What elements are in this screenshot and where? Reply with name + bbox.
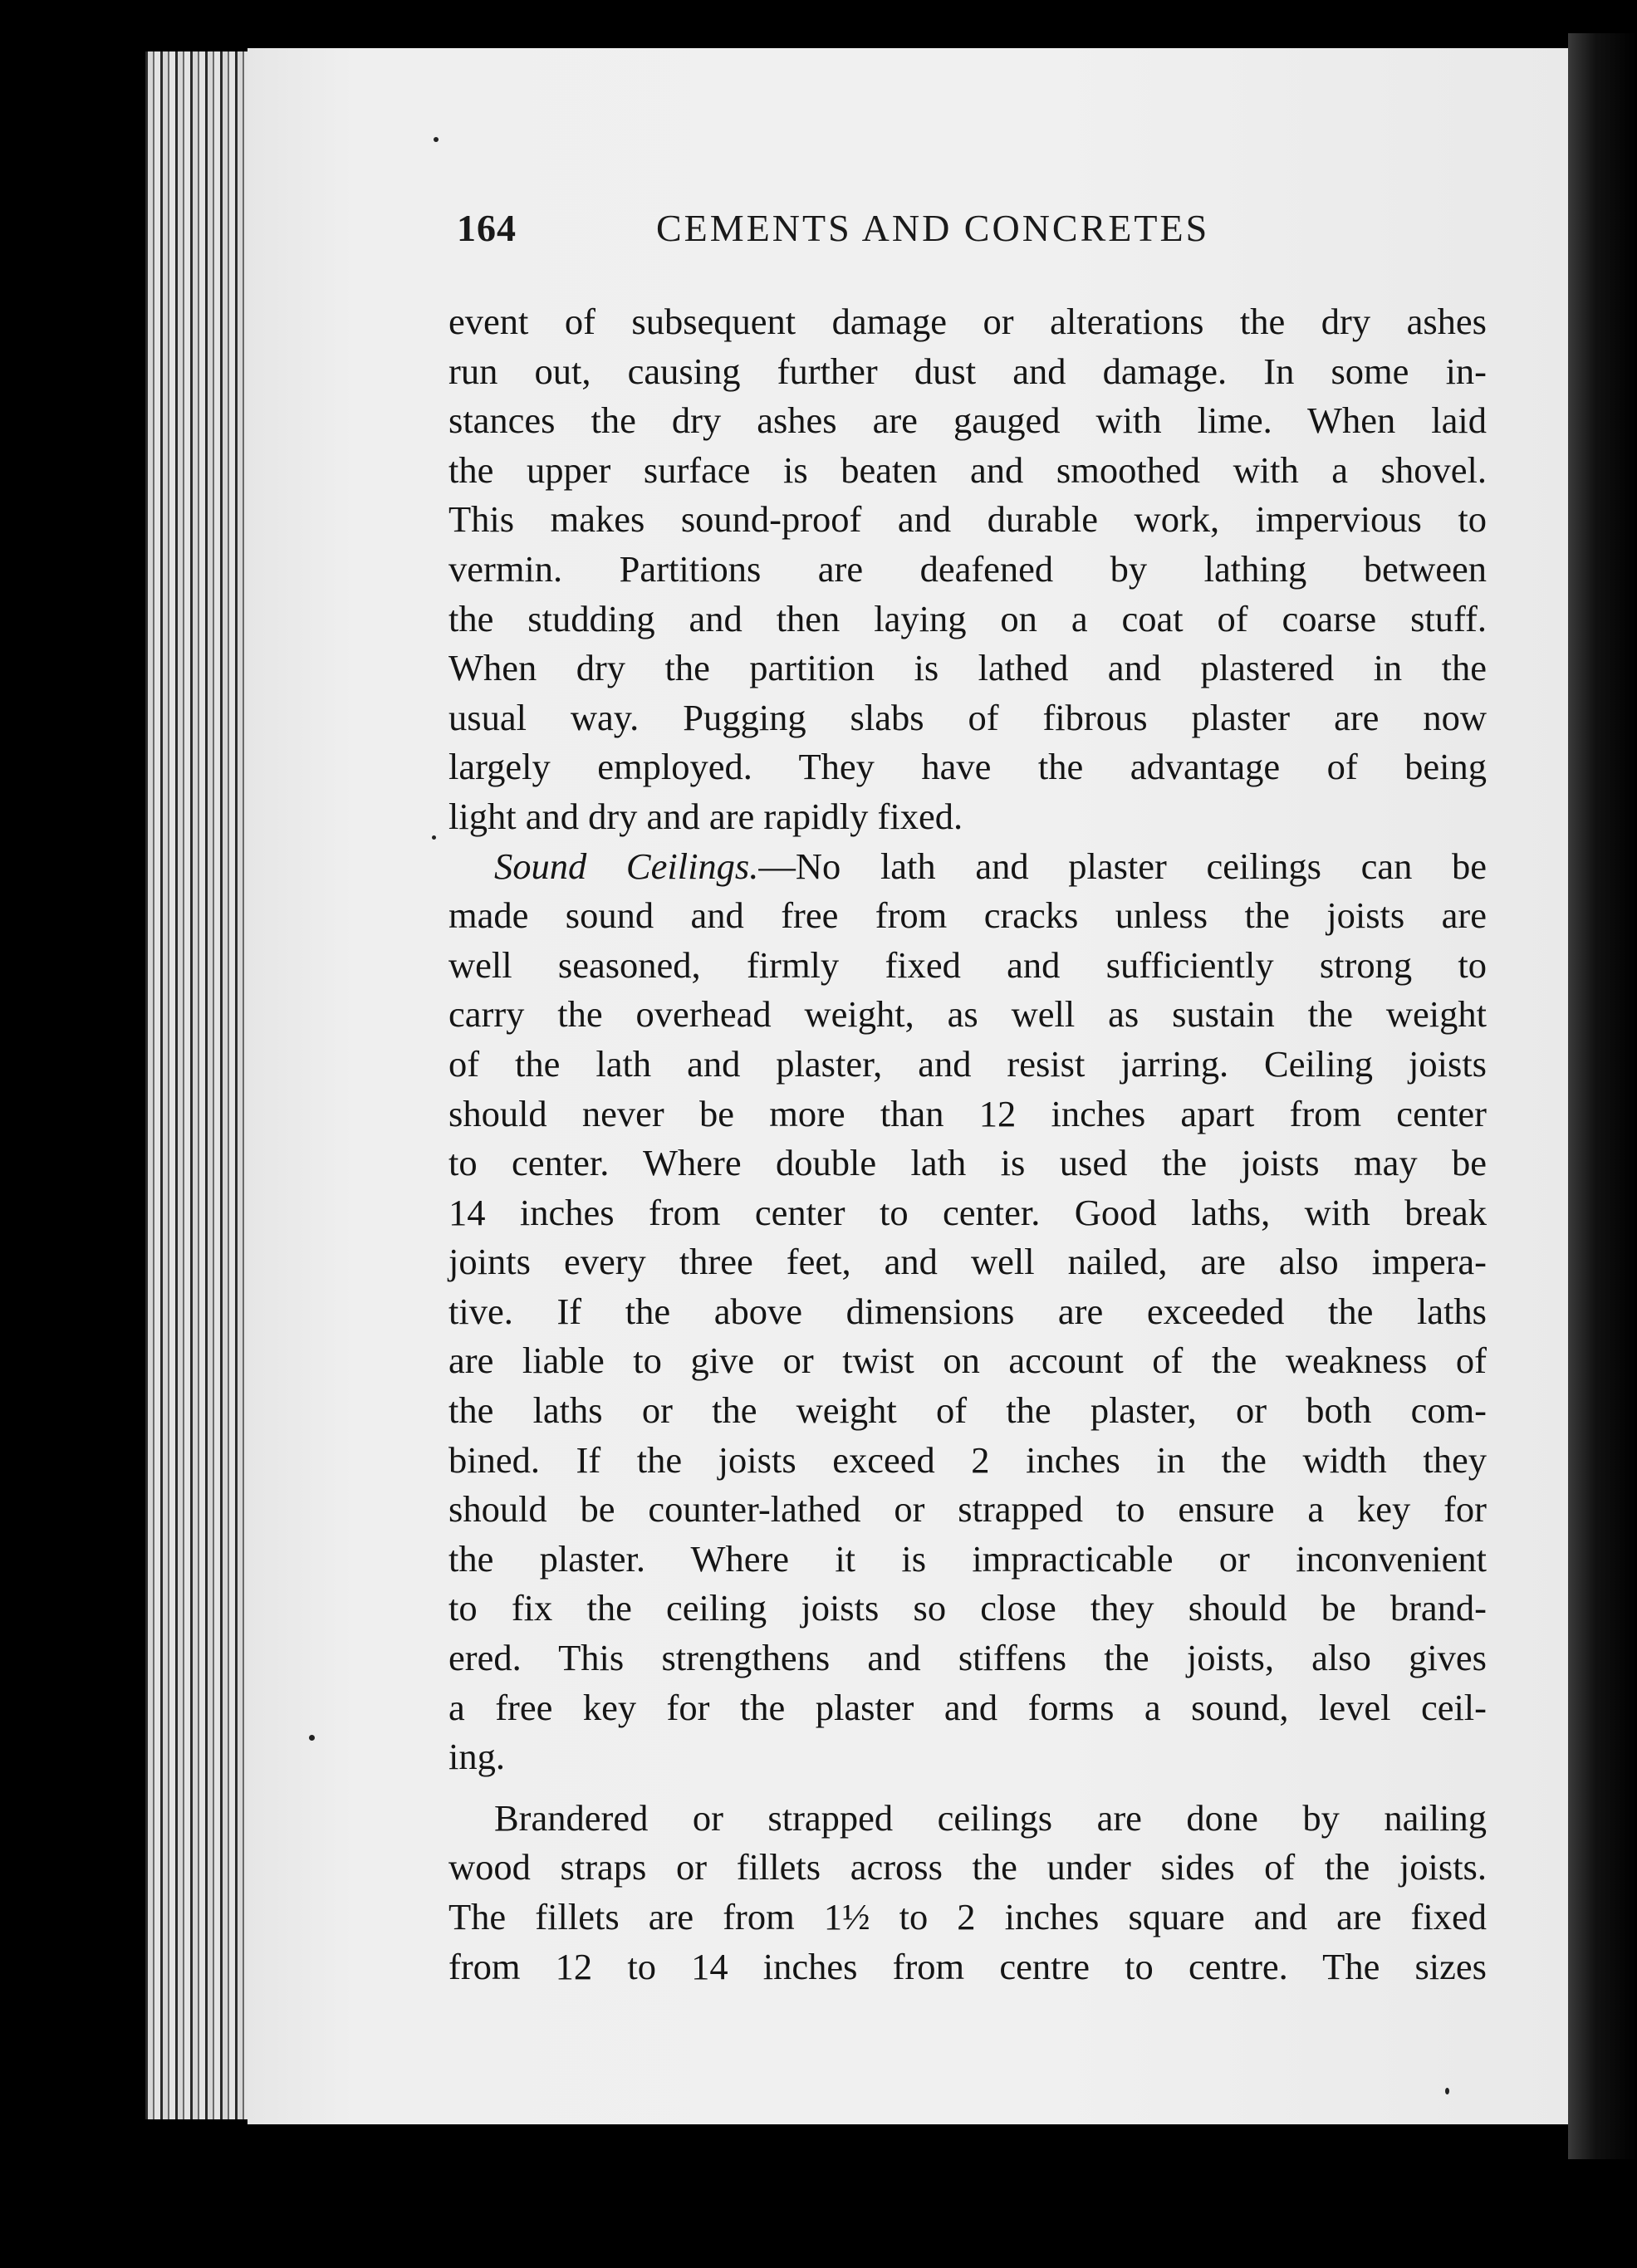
running-title: CEMENTS AND CONCRETES [656, 207, 1210, 249]
text-line: light and dry and are rapidly fixed. [448, 795, 963, 837]
heading-line-text: —No lath and plaster ceilings can be [758, 845, 1488, 887]
text-line: are liable to give or twist on account of the weakness of [448, 1340, 1487, 1382]
scan-speck [1445, 2088, 1449, 2094]
text-line: the upper surface is beaten and smoothed with a shovel. [448, 448, 1487, 491]
text-line: 14 inches from center to center. Good laths, with break [448, 1191, 1487, 1233]
text-line: event of subsequent damage or alterations the dry ashes [448, 301, 1487, 342]
text-line: ing. [448, 1736, 505, 1778]
body-text [448, 297, 1487, 1991]
text-line: bined. If the joists exceed 2 inches in the width they [448, 1438, 1487, 1481]
paragraph-gap [448, 1782, 1487, 1794]
text-line: wood straps or fillets across the under sides of the joists. [448, 1846, 1487, 1888]
book-page-edges [145, 51, 253, 2119]
text-line: should be counter-lathed or strapped to ensure a key for [448, 1488, 1487, 1531]
section-heading: Sound Ceilings. [494, 845, 759, 887]
text-line: stances the dry ashes are gauged with lime. When laid [448, 399, 1487, 442]
binding-shadow [1568, 33, 1637, 2159]
paragraph-2 [448, 842, 1487, 1782]
text-line: made sound and free from cracks unless the joists are [448, 894, 1487, 937]
text-line: carry the overhead weight, as well as sustain the weight [448, 993, 1487, 1036]
text-line: the studding and then laying on a coat of coarse stuff. [448, 597, 1487, 639]
text-line: the plaster. Where it is impracticable or inconvenient [448, 1537, 1487, 1580]
text-line [448, 842, 1487, 892]
text-line: usual way. Pugging slabs of fibrous plaster are now [448, 696, 1487, 738]
text-line: joints every three feet, and well nailed, are also impera- [448, 1241, 1487, 1283]
text-line: When dry the partition is lathed and plastered in the [448, 647, 1487, 689]
text-line: to fix the ceiling joists so close they should be brand- [448, 1587, 1487, 1629]
scan-speck [434, 137, 439, 142]
text-line: should never be more than 12 inches apart from center [448, 1092, 1487, 1134]
paragraph-3 [448, 1794, 1487, 1991]
text-line: ered. This strengthens and stiffens the joists, also gives [448, 1637, 1487, 1679]
text-line: Brandered or strapped ceilings are done by nailing [494, 1796, 1487, 1839]
scan-speck [309, 1735, 315, 1741]
text-line: a free key for the plaster and forms a sound, level ceil- [448, 1686, 1487, 1728]
text-line: vermin. Partitions are deafened by lathing between [448, 547, 1487, 590]
running-header [457, 206, 1296, 264]
text-line: to center. Where double lath is used the joists may be [448, 1142, 1487, 1184]
text-line: run out, causing further dust and damage. In some in- [448, 350, 1487, 392]
text-line: This makes sound-proof and durable work, impervious to [448, 498, 1487, 541]
text-line: of the lath and plaster, and resist jarring. Ceiling joists [448, 1042, 1487, 1085]
text-line: largely employed. They have the advantage of being [448, 746, 1487, 788]
paragraph-1 [448, 297, 1487, 842]
text-line: The fillets are from 1½ to 2 inches square and are fixed [448, 1896, 1487, 1937]
text-line: the laths or the weight of the plaster, or both com- [448, 1389, 1487, 1432]
page-number: 164 [457, 207, 517, 249]
text-line: well seasoned, firmly fixed and sufficiently strong to [448, 943, 1487, 986]
text-line: from 12 to 14 inches from centre to centre. The sizes [448, 1945, 1487, 1987]
text-line: tive. If the above dimensions are exceeded the laths [448, 1290, 1487, 1332]
scan-speck [432, 835, 436, 840]
